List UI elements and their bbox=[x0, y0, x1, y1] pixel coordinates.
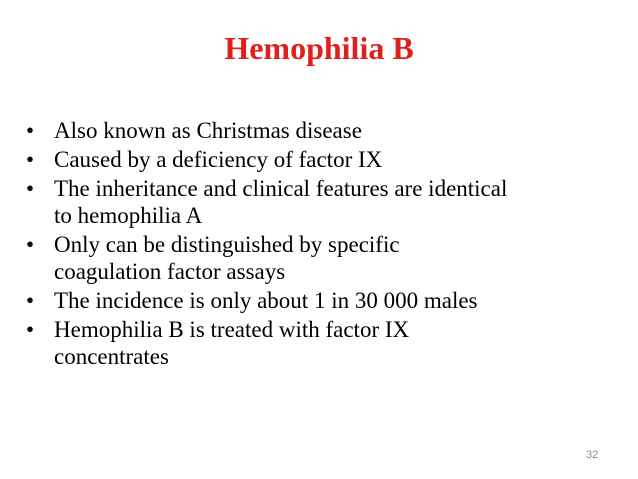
bullet-dot-icon: • bbox=[26, 118, 35, 143]
bullet-item bbox=[24, 146, 624, 173]
bullet-item bbox=[24, 175, 624, 229]
bullet-text-line: The incidence is only about 1 in 30 000 males bbox=[54, 288, 478, 313]
bullet-dot-icon: • bbox=[26, 232, 35, 257]
bullet-text-line: Only can be distinguished by specific bbox=[54, 232, 400, 257]
bullet-text-line: coagulation factor assays bbox=[54, 259, 286, 284]
bullet-item bbox=[24, 287, 624, 314]
bullet-dot-icon: • bbox=[26, 176, 35, 201]
slide-title: Hemophilia B bbox=[224, 30, 414, 66]
bullet-text-line: to hemophilia A bbox=[54, 203, 203, 228]
slide-number: 32 bbox=[586, 449, 599, 461]
bullet-text-line: concentrates bbox=[54, 344, 169, 369]
bullet-item bbox=[24, 316, 624, 370]
bullet-item bbox=[24, 117, 624, 144]
bullet-dot-icon: • bbox=[26, 317, 35, 342]
bullet-text-line: Caused by a deficiency of factor IX bbox=[54, 147, 383, 172]
bullet-dot-icon: • bbox=[26, 147, 35, 172]
bullet-text-line: The inheritance and clinical features are identical bbox=[54, 176, 508, 201]
bullet-text-line: Also known as Christmas disease bbox=[54, 118, 362, 143]
bullet-item bbox=[24, 231, 624, 285]
bullet-dot-icon: • bbox=[26, 288, 35, 313]
bullet-text-line: Hemophilia B is treated with factor IX bbox=[54, 317, 410, 342]
bullet-list bbox=[24, 117, 624, 372]
